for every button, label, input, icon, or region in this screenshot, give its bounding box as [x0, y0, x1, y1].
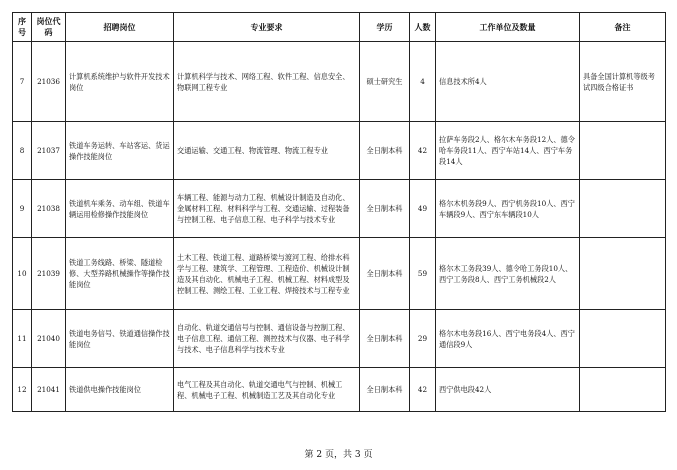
row-count: 49 [410, 180, 436, 238]
header-no: 序号 [13, 13, 32, 42]
row-count: 4 [410, 42, 436, 122]
page-footer: 第 2 页，共 3 页 [304, 450, 373, 460]
row-edu: 全日制本科 [360, 180, 410, 238]
row-major: 电气工程及其自动化、轨道交通电气与控制、机械工程、机械电子工程、机械制造工艺及其自动化专业 [174, 368, 360, 412]
row-post: 计算机系统维护与软件开发技术岗位 [66, 42, 174, 122]
header-count: 人数 [410, 13, 436, 42]
row-no: 11 [13, 310, 32, 368]
header-major: 专业要求 [174, 13, 360, 42]
row-no: 10 [13, 238, 32, 310]
header-units: 工作单位及数量 [436, 13, 580, 42]
row-post: 铁道工务线路、桥梁、隧道检修、大型养路机械操作等操作技能岗位 [66, 238, 174, 310]
row-units: 西宁供电段42人 [436, 368, 580, 412]
header-post: 招聘岗位 [66, 13, 174, 42]
row-post: 铁道供电操作技能岗位 [66, 368, 174, 412]
table-row [13, 122, 666, 180]
row-edu: 全日制本科 [360, 310, 410, 368]
row-units: 格尔木工务段39人、德令哈工务段10人、西宁工务段8人、西宁工务机械段2人 [436, 238, 580, 310]
table-row [13, 238, 666, 310]
header-remark: 备注 [580, 13, 666, 42]
row-remark [580, 238, 666, 310]
header-row [13, 13, 666, 42]
row-post: 铁道机车乘务、动车组、铁道车辆运用检修操作技能岗位 [66, 180, 174, 238]
row-count: 42 [410, 122, 436, 180]
row-remark [580, 368, 666, 412]
table-row [13, 180, 666, 238]
row-major: 自动化、轨道交通信号与控制、通信设备与控制工程、电子信息工程、通信工程、测控技术与仪器、电子科学与技术、电子信息科学与技术专业 [174, 310, 360, 368]
row-code: 21039 [32, 238, 66, 310]
row-remark: 具备全国计算机等级考试四级合格证书 [580, 42, 666, 122]
table-row [13, 42, 666, 122]
row-remark [580, 180, 666, 238]
row-no: 8 [13, 122, 32, 180]
row-edu: 全日制本科 [360, 122, 410, 180]
row-major: 交通运输、交通工程、物流管理、物流工程专业 [174, 122, 360, 180]
row-remark [580, 310, 666, 368]
row-post: 铁道车务运转、车站客运、货运操作技能岗位 [66, 122, 174, 180]
row-post: 铁道电务信号、铁道通信操作技能岗位 [66, 310, 174, 368]
recruitment-table [12, 12, 666, 412]
row-code: 21041 [32, 368, 66, 412]
row-units: 格尔木电务段16人、西宁电务段4人、西宁通信段9人 [436, 310, 580, 368]
row-count: 42 [410, 368, 436, 412]
table-row [13, 310, 666, 368]
row-count: 59 [410, 238, 436, 310]
row-code: 21036 [32, 42, 66, 122]
row-code: 21038 [32, 180, 66, 238]
row-major: 计算机科学与技术、网络工程、软件工程、信息安全、物联网工程专业 [174, 42, 360, 122]
row-code: 21040 [32, 310, 66, 368]
header-edu: 学历 [360, 13, 410, 42]
row-units: 信息技术所4人 [436, 42, 580, 122]
row-units: 拉萨车务段2人、格尔木车务段12人、德令哈车务段11人、西宁车站14人、西宁车务段14人 [436, 122, 580, 180]
header-code: 岗位代码 [32, 13, 66, 42]
row-units: 格尔木机务段9人、西宁机务段10人、西宁车辆段9人、西宁东车辆段10人 [436, 180, 580, 238]
row-no: 7 [13, 42, 32, 122]
row-edu: 硕士研究生 [360, 42, 410, 122]
table-row [13, 368, 666, 412]
row-major: 土木工程、铁道工程、道路桥梁与渡河工程、给排水科学与工程、建筑学、工程管理、工程造价、机械设计制造及其自动化、机械电子工程、机械工程、材料成型及控制工程、测绘工程、工业工程、焊接技术与工程专业 [174, 238, 360, 310]
row-major: 车辆工程、能源与动力工程、机械设计制造及自动化、金属材料工程、材料科学与工程、交通运输、过程装备与控制工程、电子信息工程、电子科学与技术专业 [174, 180, 360, 238]
row-count: 29 [410, 310, 436, 368]
row-edu: 全日制本科 [360, 238, 410, 310]
row-no: 12 [13, 368, 32, 412]
row-no: 9 [13, 180, 32, 238]
row-edu: 全日制本科 [360, 368, 410, 412]
row-remark [580, 122, 666, 180]
row-code: 21037 [32, 122, 66, 180]
